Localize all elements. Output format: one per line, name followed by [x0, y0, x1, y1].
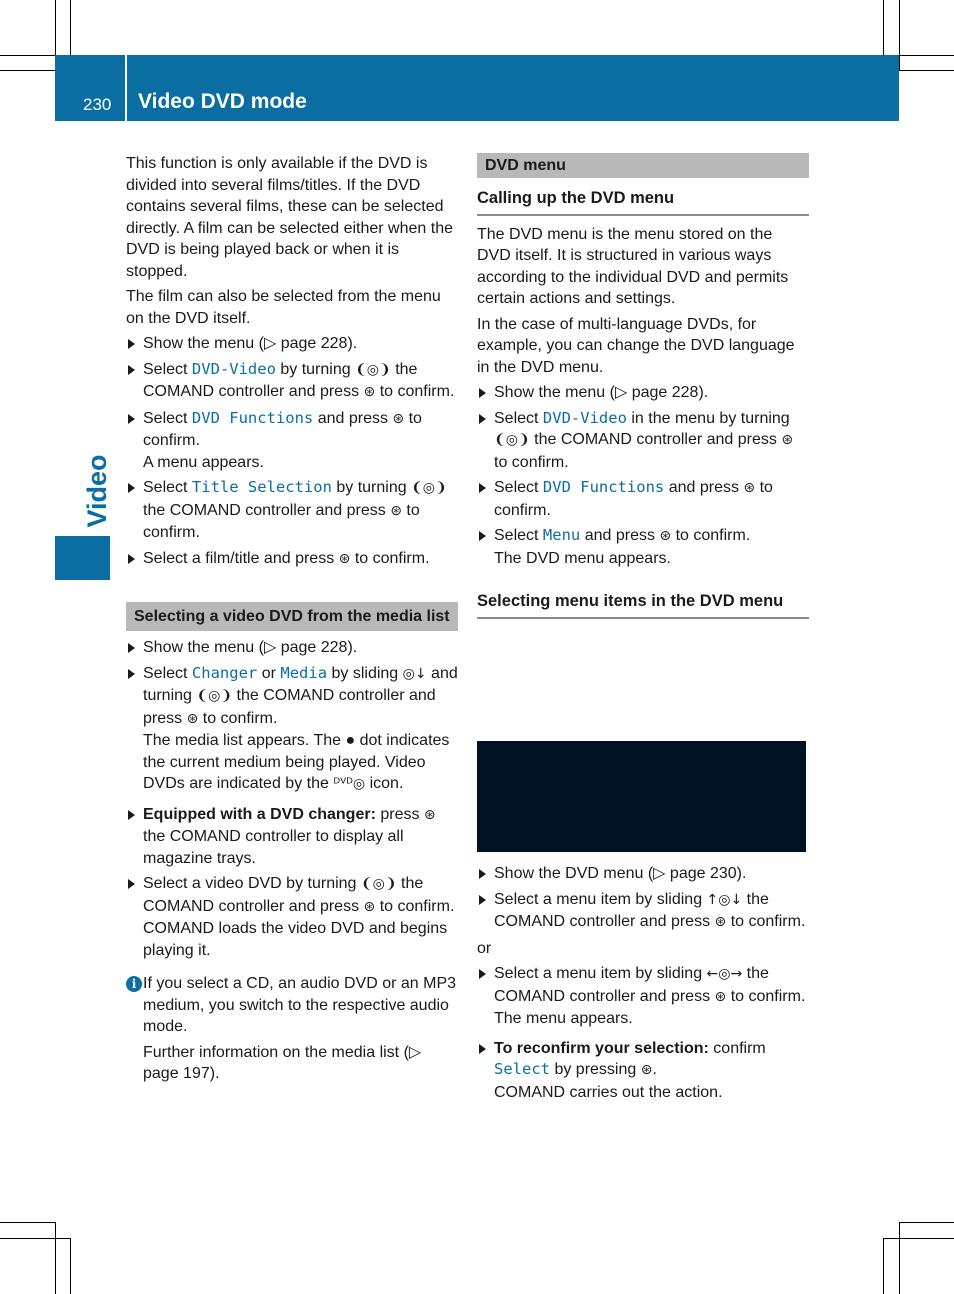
controller-press-icon: ⊛ [781, 432, 794, 448]
controller-turn-icon: ❨◎❩ [411, 480, 447, 496]
controller-slide-icon: ←◎→ [706, 966, 743, 982]
step-arrow-icon [128, 339, 135, 349]
instruction-step: Select a film/title and press ⊛ to confirm. [126, 548, 458, 571]
section-heading: Selecting a video DVD from the media list [126, 602, 458, 631]
step-arrow-icon [128, 643, 135, 653]
instruction-step: Select Changer or Media by sliding ◎↓ and turning ❨◎❩ the COMAND controller and press ⊛ to confirm. The media list appears. The ● dot indicates the current medium being played. Video DVDs are indicated by the ᴰⱽᴰ◎ icon. [126, 663, 458, 796]
step-arrow-icon [128, 554, 135, 564]
paragraph: In the case of multi-language DVDs, for example, you can change the DVD language in the DVD menu. [477, 315, 795, 376]
controller-press-icon: ⊛ [640, 1062, 653, 1078]
step-arrow-icon [479, 1044, 486, 1054]
crop-mark [899, 55, 954, 56]
crop-mark [899, 1222, 900, 1294]
controller-press-icon: ⊛ [714, 988, 727, 1005]
step-arrow-icon [479, 869, 486, 879]
paragraph: If you select a CD, an audio DVD or an MP3 medium, you switch to the respective audio mode. [143, 975, 457, 1035]
step-arrow-icon [479, 388, 486, 398]
crop-mark [0, 55, 55, 56]
controller-press-icon: ⊛ [390, 502, 402, 519]
crop-mark [883, 1238, 884, 1294]
instruction-step: Select a menu item by sliding ↑◎↓ the COMAND controller and press ⊛ to confirm. [477, 889, 809, 934]
info-note [126, 973, 458, 1085]
controller-turn-icon: ❨◎❩ [360, 876, 397, 892]
sidebar-tab [55, 536, 110, 580]
crop-mark [0, 1238, 70, 1239]
subsection-heading: Selecting menu items in the DVD menu [477, 591, 809, 619]
instruction-step: Show the menu (▷ page 228). [126, 637, 458, 659]
step-arrow-icon [128, 483, 135, 493]
controller-press-icon: ⊛ [186, 710, 199, 727]
step-arrow-icon [479, 969, 486, 979]
page-number: 230 [83, 95, 112, 114]
faded-screen-area [477, 630, 806, 736]
controller-press-icon: ⊛ [423, 806, 436, 823]
menu-item-code: Changer [191, 663, 258, 682]
step-arrow-icon [479, 895, 486, 905]
instruction-step: Select DVD Functions and press ⊛ to confirm. A menu appears. [126, 408, 458, 474]
instruction-step: Select DVD-Video in the menu by turning ❨◎❩ the COMAND controller and press ⊛ to confirm. [477, 408, 809, 474]
step-arrow-icon [479, 414, 486, 424]
instruction-step: Select DVD Functions and press ⊛ to confirm. [477, 477, 809, 521]
instruction-step: Select DVD-Video by turning ❨◎❩ the COMAND controller and press ⊛ to confirm. [126, 359, 458, 404]
instruction-step: To reconfirm your selection: confirm Select by pressing ⊛. COMAND carries out the action. [477, 1038, 809, 1104]
step-arrow-icon [479, 531, 486, 541]
right-column [477, 153, 809, 627]
crop-mark [70, 1238, 71, 1294]
step-arrow-icon [479, 483, 486, 493]
dvd-video-icon: ᴰⱽᴰ◎ [333, 776, 366, 792]
menu-item-code: DVD Functions [191, 408, 314, 427]
menu-item-code: Menu [542, 526, 581, 544]
controller-turn-icon: ❨◎❩ [494, 432, 530, 448]
instruction-step: Select Title Selection by turning ❨◎❩ the COMAND controller and press ⊛ to confirm. [126, 477, 458, 544]
crop-mark [883, 0, 884, 55]
chapter-title: Video DVD mode [138, 90, 307, 113]
menu-item-code: DVD-Video [542, 408, 627, 427]
subsection-heading: Calling up the DVD menu [477, 188, 809, 216]
controller-turn-icon: ❨◎❩ [355, 361, 391, 378]
right-column-lower [477, 863, 809, 1107]
controller-press-icon: ⊛ [659, 528, 672, 544]
crop-mark [899, 1222, 954, 1223]
crop-mark [884, 1238, 954, 1239]
crop-mark [55, 1222, 56, 1294]
menu-item-code: Title Selection [191, 478, 332, 496]
controller-press-icon: ⊛ [338, 550, 351, 567]
instruction-step: Select Menu and press ⊛ to confirm. The DVD menu appears. [477, 525, 809, 569]
menu-item-code: DVD Functions [542, 478, 665, 496]
instruction-step: Equipped with a DVD changer: press ⊛ the COMAND controller to display all magazine trays. [126, 804, 458, 870]
step-arrow-icon [128, 879, 135, 889]
step-arrow-icon [128, 414, 135, 424]
step-arrow-icon [128, 365, 135, 375]
controller-turn-icon: ❨◎❩ [196, 688, 233, 704]
step-arrow-icon [128, 810, 135, 820]
controller-press-icon: ⊛ [363, 898, 376, 915]
page-header [55, 55, 899, 121]
instruction-step: Show the menu (▷ page 228). [126, 333, 458, 355]
sidebar-section-label: Video [82, 454, 112, 528]
crop-mark [70, 0, 71, 55]
left-column [126, 153, 458, 1089]
paragraph: The film can also be selected from the menu on the DVD itself. [126, 288, 441, 327]
or-text: or [477, 939, 492, 957]
instruction-step: Show the menu (▷ page 228). [477, 382, 809, 404]
controller-press-icon: ⊛ [392, 410, 405, 427]
paragraph: Further information on the media list (▷ page 197). [143, 1043, 422, 1082]
dvd-menu-screenshot [477, 741, 806, 852]
controller-press-icon: ⊛ [363, 384, 376, 400]
crop-mark [899, 0, 900, 70]
instruction-step: Select a menu item by sliding ←◎→ the COMAND controller and press ⊛ to confirm. The menu appears. [477, 963, 809, 1030]
controller-slide-icon: ◎↓ [402, 665, 427, 682]
controller-press-icon: ⊛ [714, 914, 727, 930]
info-icon: i [126, 976, 142, 992]
step-arrow-icon [128, 669, 135, 679]
header-divider [125, 55, 127, 121]
crop-mark [0, 1222, 55, 1223]
section-heading: DVD menu [477, 153, 809, 178]
menu-item-code: Media [280, 663, 328, 682]
instruction-step: Show the DVD menu (▷ page 230). [477, 863, 809, 885]
paragraph: The DVD menu is the menu stored on the DVD itself. It is structured in various ways according to the individual DVD and permits certain actions and settings. [477, 225, 789, 307]
paragraph: This function is only available if the DVD is divided into several films/titles. If the DVD contains several films, these can be selected directly. A film can be selected either when the DVD is being played back or when it is stopped. [126, 155, 453, 280]
menu-item-code: Select [494, 1060, 550, 1078]
controller-press-icon: ⊛ [743, 480, 756, 496]
instruction-step: Select a video DVD by turning ❨◎❩ the COMAND controller and press ⊛ to confirm. COMAND loads the video DVD and begins playing it. [126, 873, 458, 961]
menu-item-code: DVD-Video [191, 359, 276, 378]
controller-slide-icon: ↑◎↓ [706, 891, 743, 908]
